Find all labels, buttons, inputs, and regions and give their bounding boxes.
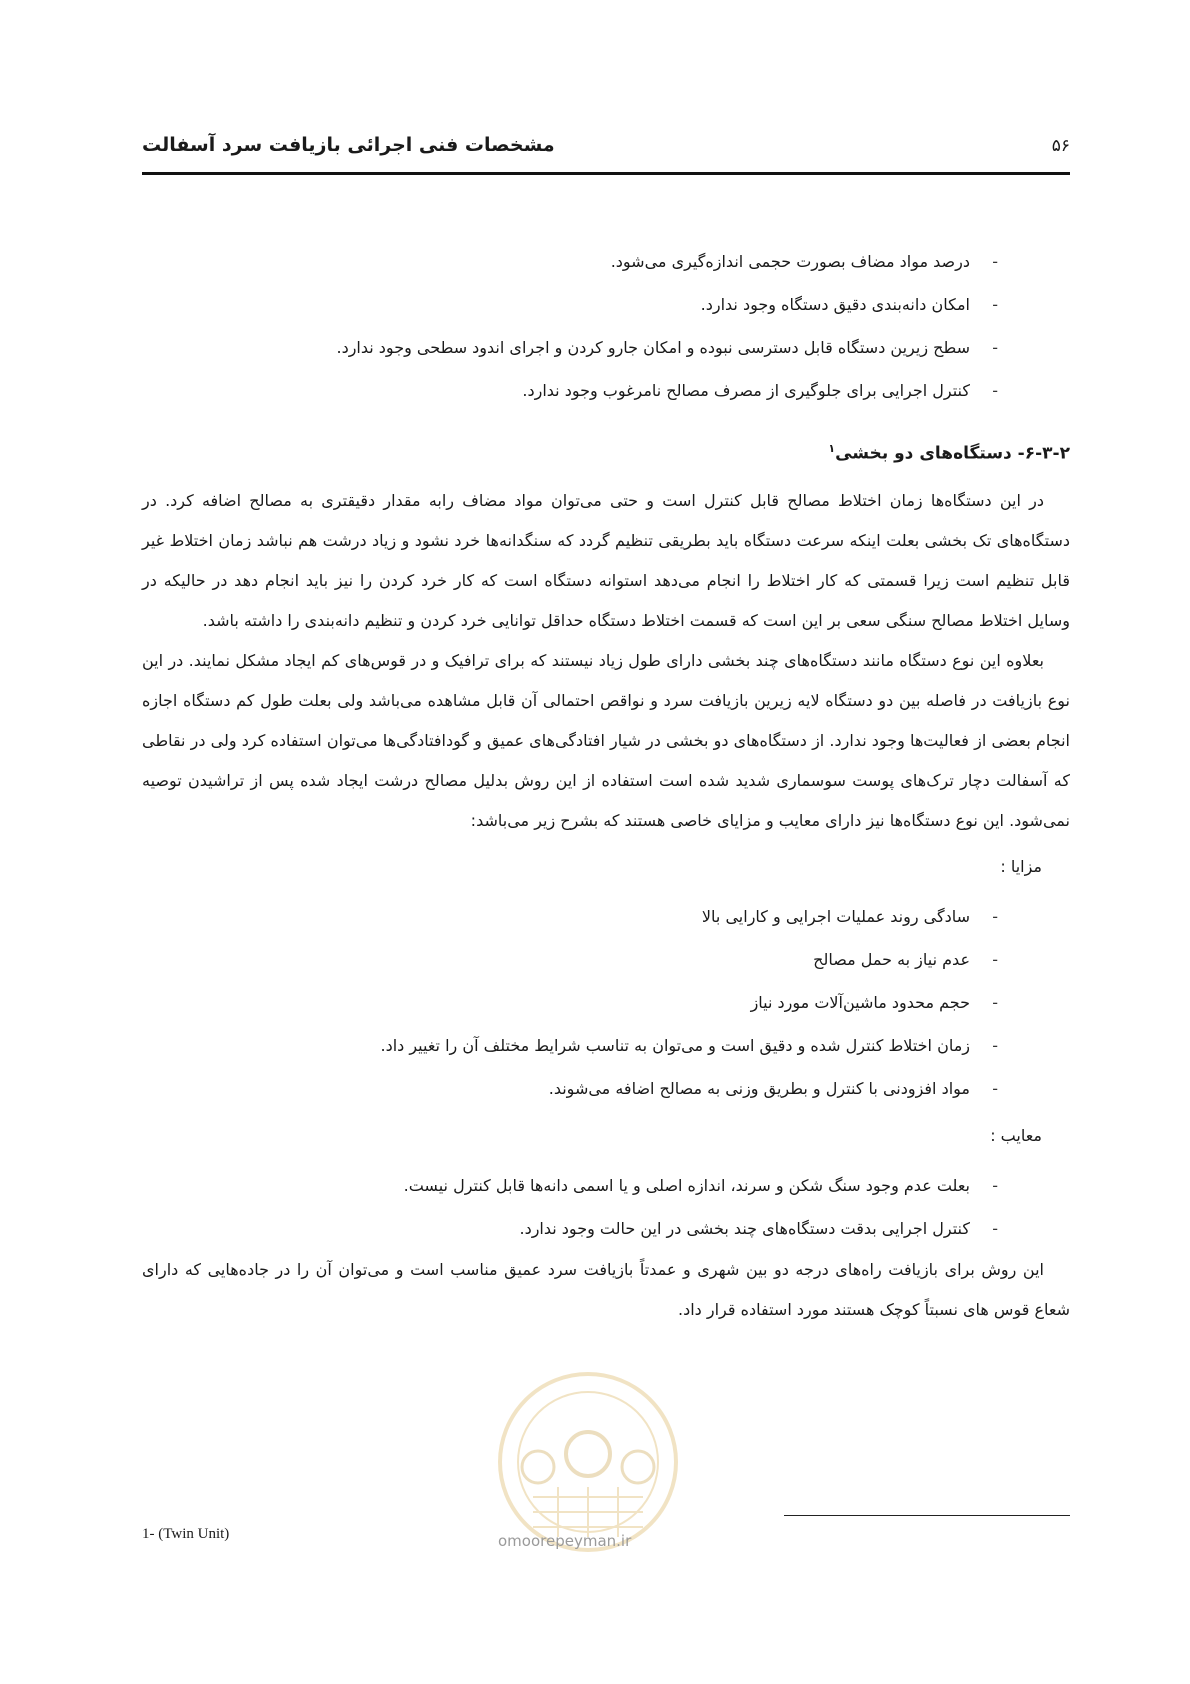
advantages-list xyxy=(142,895,1070,1110)
footnote-reference: ۱ xyxy=(828,442,836,455)
bullet-dash: - xyxy=(992,381,998,400)
list-item xyxy=(142,326,1070,369)
paragraph: در این دستگاه‌ها زمان اختلاط مصالح قابل کنترل است و حتی می‌توان مواد مضاف رابه مقدار دقیقتری به مصالح اضافه کرد. در دستگاه‌های تک بخشی بعلت اینکه سرعت دستگاه باید بطریقی تنظیم گردد که سنگدانه‌ها خرد نشود و زیاد درشت هم نباشد زمان اختلاط غیر قابل تنظیم است زیرا قسمتی که کار اختلاط را انجام می‌دهد استوانه دستگاه است که کار خرد کردن را نیز باید انجام دهد در حالیکه در وسایل اختلاط مصالح سنگی سعی بر این است که قسمت اختلاط دستگاه حداقل توانایی خرد کردن و تنظیم دانه‌بندی را داشته باشد. xyxy=(142,490,1070,630)
section-heading-text: ۶-۳-۲- دستگاه‌های دو بخشی xyxy=(835,443,1070,464)
advantages-label: مزایا : xyxy=(1000,856,1042,876)
bullet-dash: - xyxy=(992,1035,998,1055)
page-header xyxy=(142,130,1070,175)
disadvantages-label: معایب : xyxy=(990,1125,1042,1145)
bullet-text: سطح زیرین دستگاه قابل دسترسی نبوده و امکان جارو کردن و اجرای اندود سطحی وجود ندارد. xyxy=(336,338,970,357)
list-item xyxy=(142,1024,1070,1067)
list-item xyxy=(142,981,1070,1024)
bullet-text: حجم محدود ماشین‌آلات مورد نیاز xyxy=(750,992,970,1012)
list-item xyxy=(142,240,1070,283)
page-content xyxy=(142,240,1070,1330)
list-item xyxy=(142,1067,1070,1110)
watermark-url: omoorepeyman.ir xyxy=(498,1532,632,1550)
page-number: ۵۶ xyxy=(1051,136,1070,156)
bullet-text: کنترل اجرایی برای جلوگیری از مصرف مصالح نامرغوب وجود ندارد. xyxy=(522,381,970,400)
bullet-text: سادگی روند عملیات اجرایی و کارایی بالا xyxy=(701,906,970,926)
bullet-dash: - xyxy=(992,338,998,357)
bullet-dash: - xyxy=(992,992,998,1012)
bullet-dash: - xyxy=(992,949,998,969)
list-item xyxy=(142,283,1070,326)
bullet-text: عدم نیاز به حمل مصالح xyxy=(813,949,970,969)
paragraph: این روش برای بازیافت راه‌های درجه دو بین شهری و عمدتاً بازیافت سرد عمیق مناسب است و می‌توان آن را در جاده‌هایی که دارای شعاع قوس های نسبتاً کوچک هستند مورد استفاده قرار داد. xyxy=(142,1259,1070,1319)
list-item xyxy=(142,369,1070,412)
footnote: 1- (Twin Unit) xyxy=(142,1526,230,1542)
bullet-dash: - xyxy=(992,1175,998,1195)
paragraph: بعلاوه این نوع دستگاه مانند دستگاه‌های چند بخشی دارای طول زیاد نیستند که برای ترافیک و در قوس‌های کم ایجاد مشکل نمایند. در این نوع بازیافت در فاصله بین دو دستگاه لایه زیرین بازیافت سرد و نواقص احتمالی آن قابل مشاهده می‌باشد ولی بعلت طول کم دستگاه اجازه انجام بعضی از فعالیت‌ها وجود ندارد. از دستگاه‌های دو بخشی در شیار افتادگی‌های عمیق و گودافتادگی‌ها می‌توان استفاده کرد ولی در نقاطی که آسفالت دچار ترک‌های پوست سوسماری شدید شده است استفاده از این روش بدلیل مصالح درشت ایجاد شده پس از تراشیدن توصیه نمی‌شود. این نوع دستگاه‌ها نیز دارای معایب و مزایای خاصی هستند که بشرح زیر می‌باشد: xyxy=(142,650,1070,830)
list-item xyxy=(142,1207,1070,1250)
list-item xyxy=(142,895,1070,938)
bullet-text: بعلت عدم وجود سنگ شکن و سرند، اندازه اصلی و یا اسمی دانه‌ها قابل کنترل نیست. xyxy=(403,1175,970,1195)
list-item xyxy=(142,1164,1070,1207)
bullet-dash: - xyxy=(992,906,998,926)
bullet-dash: - xyxy=(992,295,998,314)
bullet-dash: - xyxy=(992,252,998,271)
intro-bullet-list xyxy=(142,240,1070,412)
bullet-text: درصد مواد مضاف بصورت حجمی اندازه‌گیری می‌شود. xyxy=(610,252,970,271)
bullet-dash: - xyxy=(992,1218,998,1238)
bullet-text: امکان دانه‌بندی دقیق دستگاه وجود ندارد. xyxy=(700,295,970,314)
list-item xyxy=(142,938,1070,981)
document-title: مشخصات فنی اجرائی بازیافت سرد آسفالت xyxy=(142,134,555,156)
footnote-divider xyxy=(784,1515,1070,1516)
bullet-text: کنترل اجرایی بدقت دستگاه‌های چند بخشی در این حالت وجود ندارد. xyxy=(519,1218,970,1238)
disadvantages-list xyxy=(142,1164,1070,1250)
bullet-dash: - xyxy=(992,1078,998,1098)
section-heading xyxy=(142,434,1070,469)
bullet-text: زمان اختلاط کنترل شده و دقیق است و می‌توان به تناسب شرایط مختلف آن را تغییر داد. xyxy=(380,1035,970,1055)
bullet-text: مواد افزودنی با کنترل و بطریق وزنی به مصالح اضافه می‌شوند. xyxy=(548,1078,970,1098)
